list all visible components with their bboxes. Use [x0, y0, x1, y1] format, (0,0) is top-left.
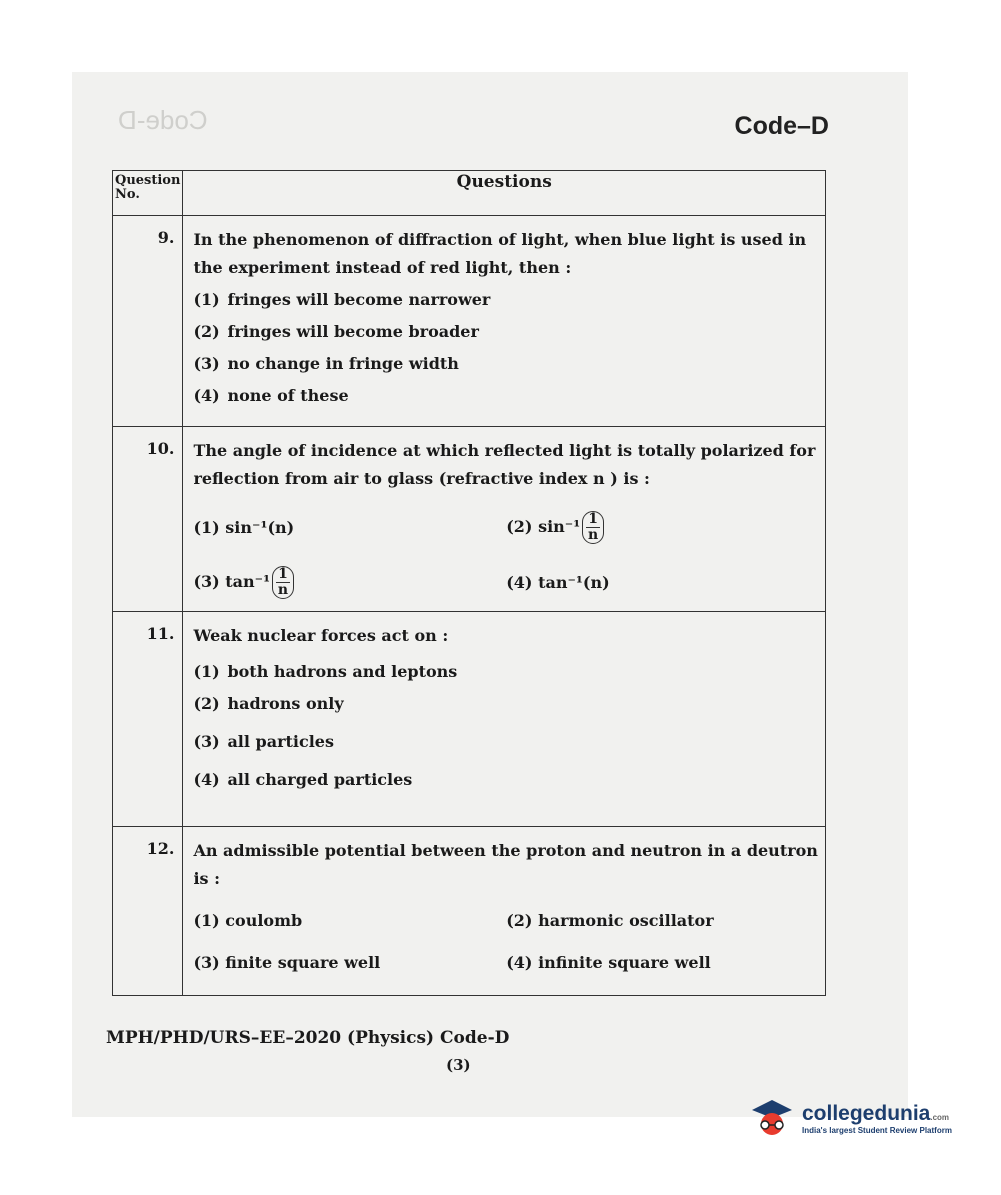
option-1: (1) coulomb [193, 911, 303, 930]
fraction: 1 n [582, 511, 604, 544]
option-3: (3) tan⁻¹ 1 n [193, 566, 506, 599]
option-2: (2) sin⁻¹ 1 n [506, 511, 819, 544]
table-row [113, 827, 826, 996]
question-text: The angle of incidence at which reflected light is totally polarized for reflection from air to glass (refractive index n ) is : [193, 441, 816, 488]
option-2: (2) fringes will become broader [193, 322, 479, 341]
option-3: (3) no change in fringe width [193, 354, 459, 373]
logo-tagline: India's largest Student Review Platform [802, 1125, 952, 1135]
fraction: 1 n [272, 566, 294, 599]
bleed-through-text: Code-D [118, 105, 208, 135]
collegedunia-logo[interactable] [748, 1094, 952, 1142]
question-number: 9. [113, 216, 183, 427]
question-text: An admissible potential between the proton and neutron in a deutron is : [193, 841, 818, 888]
question-number: 10. [113, 427, 183, 612]
option-1: (1) both hadrons and leptons [193, 662, 458, 681]
option-4: (4) infinite square well [506, 953, 711, 972]
questions-table [112, 170, 826, 996]
question-number: 11. [113, 612, 183, 827]
question-number: 12. [113, 827, 183, 996]
option-1: (1) fringes will become narrower [193, 290, 491, 309]
code-label: Code–D [734, 112, 829, 140]
question-text: In the phenomenon of diffraction of light, when blue light is used in the experiment instead of red light, then : [193, 230, 807, 277]
graduate-mascot-icon [748, 1094, 796, 1142]
col-header-no: Question No. [113, 171, 183, 216]
question-text: Weak nuclear forces act on : [193, 626, 449, 645]
option-3: (3) all particles [193, 732, 334, 751]
table-row [113, 216, 826, 427]
table-row [113, 427, 826, 612]
option-4: (4) all charged particles [193, 770, 413, 789]
option-3: (3) finite square well [193, 953, 381, 972]
page-number: (3) [446, 1056, 471, 1074]
table-row [113, 612, 826, 827]
option-2: (2) harmonic oscillator [506, 911, 714, 930]
exam-footer: MPH/PHD/URS–EE–2020 (Physics) Code-D [106, 1028, 510, 1048]
logo-name: collegedunia [802, 1101, 931, 1125]
option-1: (1) sin⁻¹(n) [193, 517, 295, 537]
option-2: (2) hadrons only [193, 694, 344, 713]
option-4: (4) none of these [193, 386, 349, 405]
col-header-questions: Questions [183, 171, 826, 216]
logo-suffix: .com [930, 1112, 950, 1122]
option-4: (4) tan⁻¹(n) [506, 572, 610, 592]
